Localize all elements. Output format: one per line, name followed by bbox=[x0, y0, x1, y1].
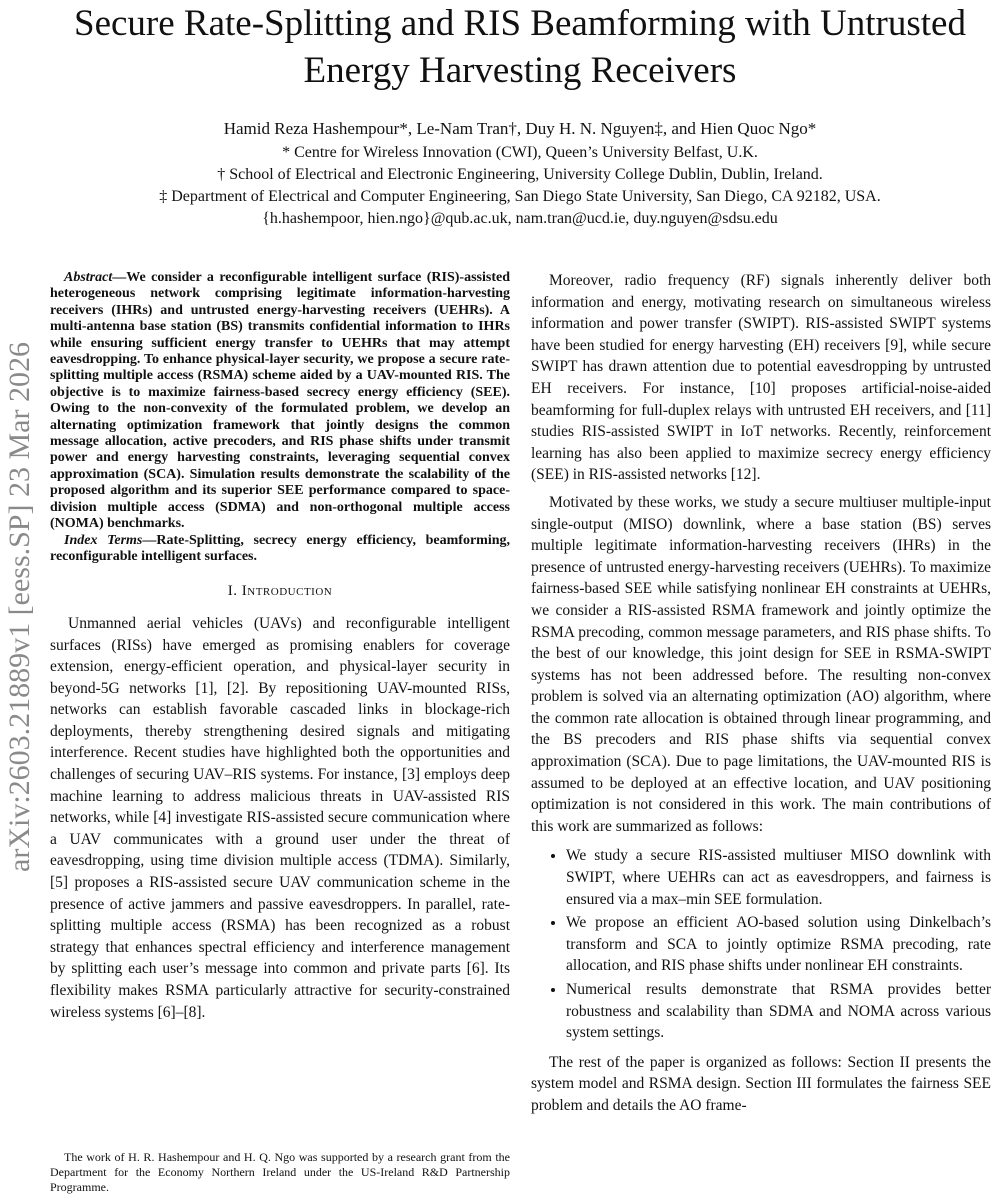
funding-footnote: The work of H. R. Hashempour and H. Q. Ngo was supported by a research grant from the Department for the Economy Northern Ireland under the US-Ireland R&D Partnership Programme. bbox=[50, 1150, 510, 1194]
intro-paragraph-2: Moreover, radio frequency (RF) signals inherently deliver both information and energy, motivating research on simultaneous wireless information and power transfer (SWIPT). RIS-assisted SWIPT systems have been studied for energy harvesting (EH) receivers [9], while secure SWIPT has drawn attention due to potential eavesdropping by untrusted EH receivers. For instance, [10] proposes artificial-noise-aided beamforming for full-duplex relays with untrusted EH receivers, and [11] studies RIS-assisted SWIPT in IoT networks. Recently, reinforcement learning has also been applied to maximize secrecy energy efficiency (SEE) in RIS-assisted networks [12]. bbox=[531, 272, 991, 484]
affiliation-2: † School of Electrical and Electronic Engineering, University College Dublin, Dublin, Ireland. bbox=[217, 166, 823, 183]
index-terms bbox=[50, 533, 510, 566]
abstract bbox=[50, 270, 510, 533]
contributions-list bbox=[531, 845, 991, 1043]
intro-paragraph-1: Unmanned aerial vehicles (UAVs) and reconfigurable intelligent surfaces (RISs) have emerged as promising enablers for coverage extension, energy-efficient operation, and physical-layer security in beyond-5G networks [1], [2]. By repositioning UAV-mounted RISs, networks can establish favorable cascaded links in blockage-rich deployments, thereby strengthening desired signals and mitigating interference. Recent studies have highlighted both the opportunities and challenges of securing UAV–RIS systems. For instance, [3] employs deep machine learning to address malicious threats in UAV-assisted RIS networks, while [4] investigate RIS-assisted secure communication where a UAV communicates with a ground user under the threat of eavesdropping, using time division multiple access (TDMA). Similarly, [5] proposes a RIS-assisted secure UAV communication scheme in the presence of active jammers and passive eavesdroppers. In parallel, rate-splitting multiple access (RSMA) has been recognized as a robust strategy that enhances spectral efficiency and interference management by splitting each user’s message into common and private parts [6]. Its flexibility makes RSMA particularly attractive for security-constrained wireless systems [6]–[8]. bbox=[50, 614, 510, 1021]
paper-title: Secure Rate-Splitting and RIS Beamforming with Untrusted Energy Harvesting Receivers bbox=[74, 3, 966, 91]
index-terms-label: Index Terms bbox=[64, 532, 143, 548]
section-heading-introduction: I. Introduction bbox=[227, 583, 333, 600]
affiliation-1: * Centre for Wireless Innovation (CWI), Queen’s University Belfast, U.K. bbox=[282, 144, 758, 161]
author-emails: {h.hashempoor, hien.ngo}@qub.ac.uk, nam.tran@ucd.ie, duy.nguyen@sdsu.edu bbox=[262, 210, 778, 227]
affiliation-3: ‡ Department of Electrical and Computer Engineering, San Diego State University, San Diego, CA 92182, USA. bbox=[159, 188, 881, 205]
arxiv-stamp: arXiv:2603.21889v1 [eess.SP] 23 Mar 2026 bbox=[3, 342, 36, 872]
left-column bbox=[50, 270, 510, 1023]
intro-paragraph-3: Motivated by these works, we study a secure multiuser multiple-input single-output (MISO) downlink, where a base station (BS) serves multiple legitimate information-harvesting receivers (IHRs) in the presence of untrusted energy-harvesting receivers (UEHRs). To maximize fairness-based SEE while satisfying nonlinear EH constraints at UEHRs, we consider a RIS-assisted RSMA framework and jointly optimize the RSMA precoding, common message parameters, and RIS phase shifts. To the best of our knowledge, this joint design for SEE in RSMA-SWIPT systems has not been addressed before. The resulting non-convex problem is solved via an alternating optimization (AO) algorithm, where the common rate allocation is obtained through linear programming, and the BS precoders and RIS phase shifts via sequential convex approximation (SCA). Due to page limitations, the UAV-mounted RIS is assumed to be deployed at an effective location, and UAV positioning optimization is not considered in this work. The main contributions of this work are summarized as follows: bbox=[531, 493, 991, 835]
index-terms-text: —Rate-Splitting, secrecy energy efficiency, beamforming, reconfigurable intelligent surfaces. bbox=[50, 532, 511, 564]
list-item: • We propose an efficient AO-based solution using Dinkelbach’s transform and SCA to jointly optimize RSMA precoding, rate allocation, and RIS phase shifts under nonlinear EH constraints. bbox=[566, 912, 991, 977]
list-item: • We study a secure RIS-assisted multiuser MISO downlink with SWIPT, where UEHRs can act as eavesdroppers, and fairness is ensured via a max–min SEE formulation. bbox=[566, 845, 991, 910]
abstract-label: Abstract bbox=[64, 270, 113, 285]
abstract-text: —We consider a reconfigurable intelligent surface (RIS)-assisted heterogeneous network comprising legitimate information-harvesting receivers (IHRs) and untrusted energy-harvesting receivers (UEHRs). A multi-antenna base station (BS) transmits confidential information to IHRs while ensuring sufficient energy transfer to UEHRs that may attempt eavesdropping. To enhance physical-layer security, we propose a secure rate-splitting multiple access (RSMA) scheme aided by a UAV-mounted RIS. The objective is to maximize fairness-based secrecy energy efficiency (SEE). Owing to the non-convexity of the formulated problem, we develop an alternating optimization framework that jointly designs the common message allocation, active precoders, and RIS phase shifts under transmit power and energy harvesting constraints, leveraging sequential convex approximation (SCA). Simulation results demonstrate the scalability of the proposed algorithm and its superior SEE performance compared to space-division multiple access (SDMA) and non-orthogonal multiple access (NOMA) benchmarks. bbox=[50, 270, 510, 532]
author-list: Hamid Reza Hashempour*, Le-Nam Tran†, Duy H. N. Nguyen‡, and Hien Quoc Ngo* bbox=[223, 119, 817, 138]
list-item: • Numerical results demonstrate that RSMA provides better robustness and scalability than SDMA and NOMA across various system settings. bbox=[566, 979, 991, 1044]
intro-paragraph-4: The rest of the paper is organized as follows: Section II presents the system model and RSMA design. Section III formulates the fairness SEE problem and details the AO frame- bbox=[531, 1053, 991, 1114]
right-column bbox=[531, 270, 991, 1117]
